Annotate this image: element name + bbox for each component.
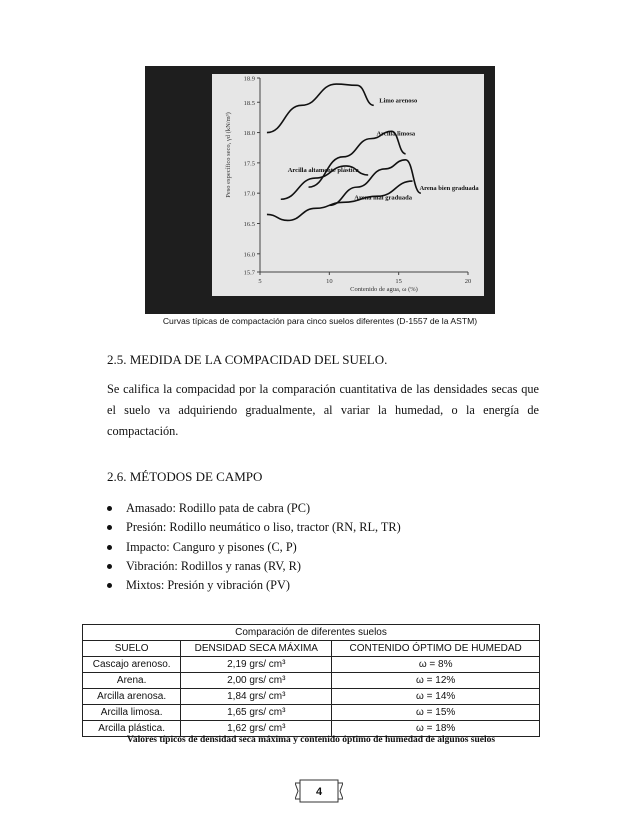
table-row <box>83 657 540 673</box>
page-number: 4 <box>315 786 323 798</box>
table-row <box>83 689 540 705</box>
table-cell: 1,65 grs/ cm³ <box>181 705 332 721</box>
y-tick-label: 15.7 <box>243 269 255 277</box>
table-row <box>83 673 540 689</box>
series-label: Limo arenoso <box>379 97 418 105</box>
figure-caption: Curvas típicas de compactación para cinco suelos diferentes (D-1557 de la ASTM) <box>162 316 478 326</box>
table-cell: Arcilla arenosa. <box>83 689 181 705</box>
column-header: DENSIDAD SECA MÁXIMA <box>181 641 332 657</box>
paragraph-line: compactación. <box>107 424 179 438</box>
table-cell: Arena. <box>83 673 181 689</box>
plot-area <box>212 74 484 296</box>
table-cell: ω = 18% <box>332 721 540 737</box>
table-cell: 2,19 grs/ cm³ <box>181 657 332 673</box>
x-tick-label: 20 <box>464 278 472 285</box>
table-cell: 2,00 grs/ cm³ <box>181 673 332 689</box>
series-line <box>267 84 374 133</box>
y-tick-label: 18.5 <box>243 99 255 107</box>
series-label: Arcilla limosa <box>376 130 416 138</box>
table-cell: ω = 15% <box>332 705 540 721</box>
y-tick-label: 16.0 <box>243 251 255 259</box>
series-label: Arena mal graduada <box>354 194 412 202</box>
table-cell: Arcilla limosa. <box>83 705 181 721</box>
table-caption: Valores típicos de densidad seca máxima y contenido óptimo de humedad de algunos suelos <box>126 735 496 745</box>
series-line <box>309 131 406 187</box>
series-label: Arcilla altamente plástica <box>287 166 359 174</box>
compaction-curves-figure <box>145 66 495 314</box>
table-title: Comparación de diferentes suelos <box>83 625 540 641</box>
column-header: SUELO <box>83 641 181 657</box>
y-tick-label: 18.9 <box>243 75 255 83</box>
list-item: Vibración: Rodillos y ranas (RV, R) <box>107 557 401 576</box>
table-row <box>83 705 540 721</box>
bullet-icon <box>107 583 112 588</box>
section-2-6-heading: 2.6. MÉTODOS DE CAMPO <box>107 469 263 484</box>
column-header: CONTENIDO ÓPTIMO DE HUMEDAD <box>332 641 540 657</box>
table-cell: Arcilla plástica. <box>83 721 181 737</box>
list-item: Presión: Rodillo neumático o liso, tractor (RN, RL, TR) <box>107 518 401 537</box>
bullet-icon <box>107 545 112 550</box>
table-cell: 1,84 grs/ cm³ <box>181 689 332 705</box>
series-label: Arena bien graduada <box>419 185 479 193</box>
section-2-5-heading: 2.5. MEDIDA DE LA COMPACIDAD DEL SUELO. <box>107 352 388 367</box>
soil-comparison-table <box>82 624 540 737</box>
compaction-chart <box>212 74 484 296</box>
table-cell: ω = 12% <box>332 673 540 689</box>
bullet-icon <box>107 506 112 511</box>
list-item: Impacto: Canguro y pisones (C, P) <box>107 538 401 557</box>
section-2-5-paragraph <box>107 379 539 442</box>
paragraph-line: el suelo va adquiriendo gradualmente, al variar la humedad, o la energía de <box>107 403 539 417</box>
list-item: Amasado: Rodillo pata de cabra (PC) <box>107 499 401 518</box>
x-tick-label: 10 <box>326 278 333 285</box>
table-cell: ω = 8% <box>332 657 540 673</box>
page-number-badge <box>295 777 343 805</box>
bullet-icon <box>107 525 112 530</box>
x-tick-label: 15 <box>395 278 402 285</box>
paragraph-line: Se califica la compacidad por la comparación cuantitativa de las densidades secas que <box>107 382 539 396</box>
table-cell: ω = 14% <box>332 689 540 705</box>
y-tick-label: 17.5 <box>243 160 255 168</box>
table-header-row <box>83 641 540 657</box>
table-cell: Cascajo arenoso. <box>83 657 181 673</box>
y-tick-label: 18.0 <box>243 130 255 138</box>
y-tick-label: 16.5 <box>243 221 255 228</box>
list-item: Mixtos: Presión y vibración (PV) <box>107 576 401 595</box>
y-tick-label: 17.0 <box>243 190 255 198</box>
y-axis-label: Peso específico seco, γd (kN/m³) <box>225 112 232 198</box>
table-cell: 1,62 grs/ cm³ <box>181 721 332 737</box>
bullet-icon <box>107 564 112 569</box>
x-axis-label: Contenido de agua, ω (%) <box>350 286 418 293</box>
field-methods-list <box>107 499 401 595</box>
x-tick-label: 5 <box>258 278 262 285</box>
table-title-row <box>83 625 540 641</box>
